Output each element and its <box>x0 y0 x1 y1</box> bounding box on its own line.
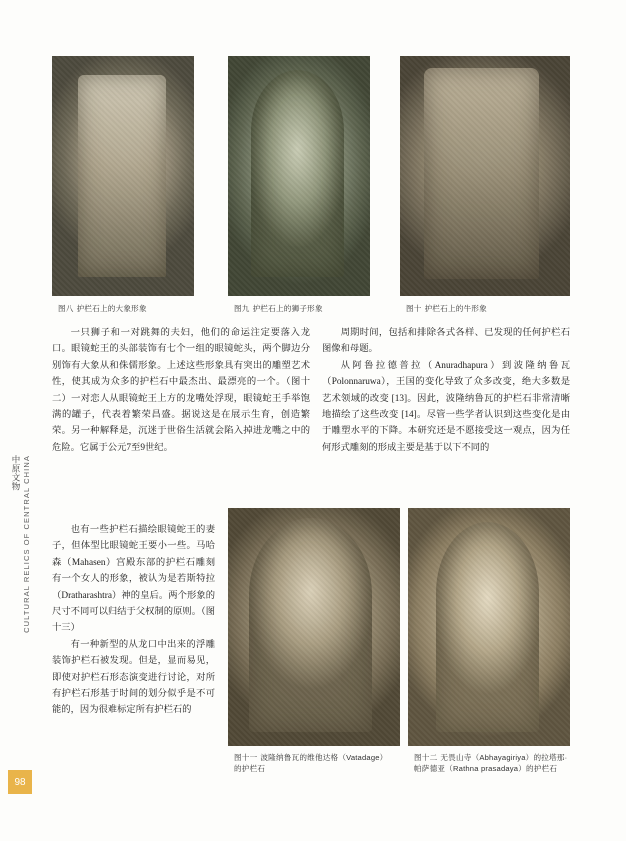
running-head-english: CULTURAL RELICS OF CENTRAL CHINA <box>22 455 31 633</box>
paragraph: 从阿鲁拉德普拉（Anuradhapura）到波隆纳鲁瓦（Polonnaruwa），王国的变化导致了众多改变，绝大多数是艺术领域的改变 [13]。因此，波隆纳鲁瓦的护栏石非常清晰地描绘了这些改变 [14]。尽管一些学者认识到这些变化是由于雕塑水平的下降。本研究还是不愿接受这一观点，因为任何形式雕刻的形成主要是基于以下不同的 <box>322 360 570 453</box>
running-head <box>8 455 30 755</box>
figure-caption-10 <box>406 303 571 314</box>
figure-image-9 <box>228 56 370 296</box>
paragraph: 一只狮子和一对跳舞的夫妇，他们的命运注定要落入龙口。眼镜蛇王的头部装饰有七个一组的眼镜蛇头，两个脚边分别饰有大象从和侏儒形象。上述这些形象具有突出的雕塑艺术性，使其成为众多的护栏石中最杰出、最漂亮的一个。（图十二）一对恋人从眼镜蛇王上方的龙嘴处浮现，眼镜蛇王手举饱满的罐子，代表着繁荣昌盛。据说这是在展示生育，创造繁荣。另一种解释是，沉迷于世俗生活就会陷入掉进龙嘴之中的危险。它属于公元7至9世纪。 <box>52 328 310 453</box>
figure-number-8: 图八 <box>58 304 74 313</box>
figure-caption-text-10: 护栏石上的牛形象 <box>424 304 487 313</box>
figure-caption-8 <box>58 303 208 314</box>
paragraph: 有一种新型的从龙口中出来的浮雕装饰护栏石被发现。但是，显而易见，即使对护栏石形态演变进行讨论，对所有护栏石形基于时间的划分似乎是不可能的，因为很难标定所有护栏石的 <box>52 639 215 716</box>
figure-caption-11 <box>234 752 394 774</box>
figure-caption-text-12: 无畏山寺（Abhayagiriya）的拉塔那·帕萨德亚（Rathna prasadaya）的护栏石 <box>414 753 568 773</box>
figure-image-12 <box>408 508 570 746</box>
figure-caption-9 <box>234 303 384 314</box>
body-column-right-part1 <box>322 325 570 456</box>
figure-number-10: 图十 <box>406 304 422 313</box>
paragraph: 周期时间，包括和排除各式各样、已发现的任何护栏石图像和母题。 <box>322 328 570 355</box>
figure-number-11: 图十一 <box>234 753 258 762</box>
figure-number-12: 图十二 <box>414 753 438 762</box>
running-head-chinese: 中原文物 <box>11 455 21 491</box>
figure-caption-12 <box>414 752 570 774</box>
figure-number-9: 图九 <box>234 304 250 313</box>
figure-caption-text-8: 护栏石上的大象形象 <box>76 304 147 313</box>
figure-image-11 <box>228 508 400 746</box>
figure-caption-text-9: 护栏石上的狮子形象 <box>252 304 323 313</box>
body-column-left-part2 <box>52 522 215 719</box>
paragraph: 也有一些护栏石描绘眼镜蛇王的妻子，但体型比眼镜蛇王要小一些。马哈森（Mahasen）宫殿东部的护栏石雕刻有一个女人的形象，被认为是若斯特拉（Dratharashtra）神的皇后。两个形象的尺寸不同可以归结于父权制的原则。（图十三） <box>52 525 215 634</box>
body-column-left-part1 <box>52 325 310 456</box>
page-number: 98 <box>8 770 32 794</box>
figure-image-10 <box>400 56 570 296</box>
figure-image-8 <box>52 56 194 296</box>
figure-caption-text-11: 波隆纳鲁瓦的维他达格（Vatadage）的护栏石 <box>234 753 388 773</box>
